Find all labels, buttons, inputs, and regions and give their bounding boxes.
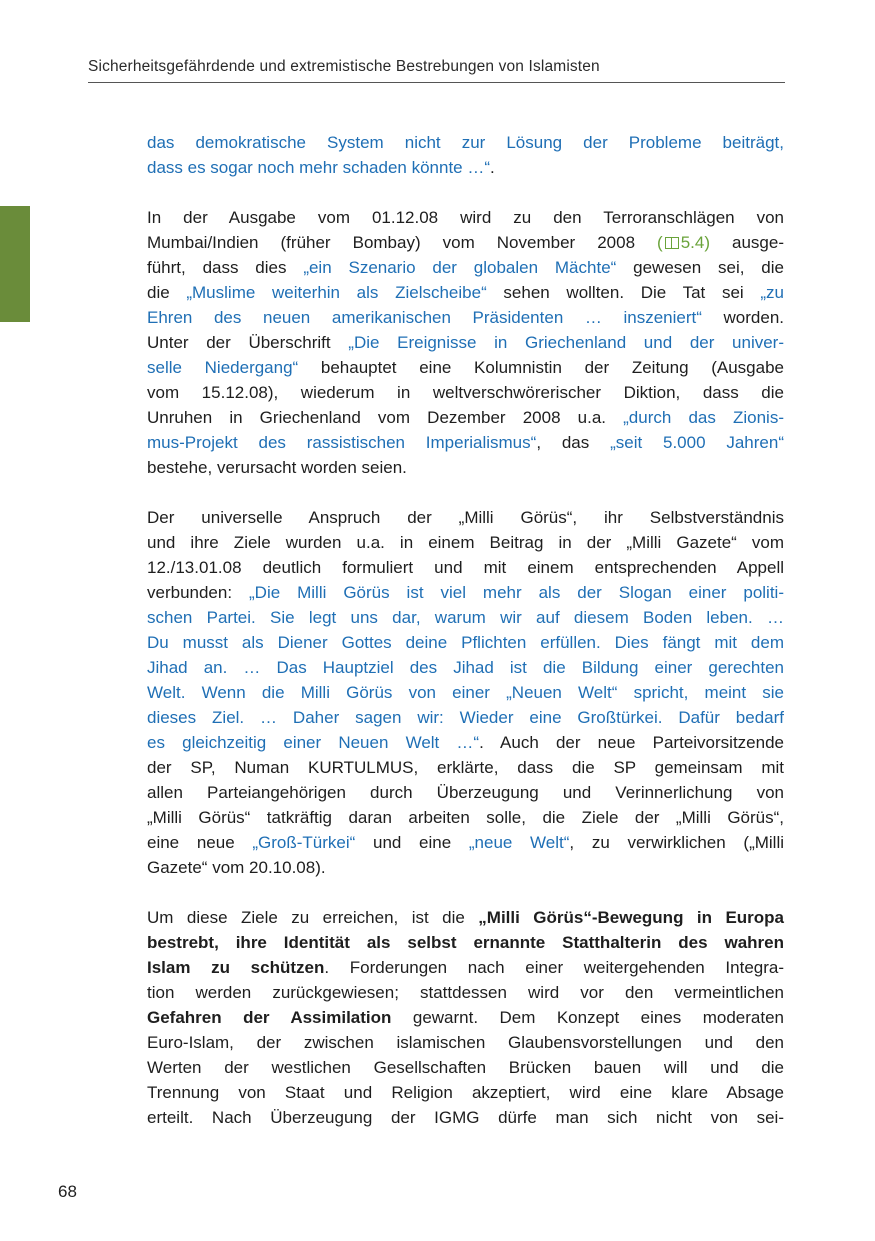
- text-run: Der universelle Anspruch der „Milli Görüs“, ihr Selbstverständnis: [147, 508, 784, 527]
- quote-text: selle Niedergang“: [147, 358, 299, 377]
- text-run: verbunden:: [147, 583, 250, 602]
- text-line: [147, 705, 784, 730]
- text-line: [147, 730, 784, 755]
- quote-text: schen Partei. Sie legt uns dar, warum wir auf diesem Boden leben. …: [147, 608, 784, 627]
- text-run: und eine: [355, 833, 469, 852]
- paragraph-3: [147, 505, 784, 880]
- page-number: 68: [58, 1182, 77, 1201]
- text-line: [147, 980, 784, 1005]
- text-run: „Milli Görüs“ tatkräftig daran arbeiten solle, die Ziele der „Milli Görüs“,: [147, 808, 784, 827]
- quote-text: „Muslime weiterhin als Zielscheibe“: [186, 283, 487, 302]
- text-line: [147, 855, 784, 880]
- cross-reference[interactable]: [657, 233, 710, 252]
- text-line: [147, 130, 784, 155]
- text-run: und ihre Ziele wurden u.a. in einem Beitrag in der „Milli Gazete“ vom: [147, 533, 784, 552]
- bold-text: „Milli Görüs“-Bewegung in Europa: [478, 908, 785, 927]
- text-line: [147, 605, 784, 630]
- text-run: worden.: [701, 308, 784, 327]
- quote-text: Welt. Wenn die Milli Görüs von einer „Neuen Welt“ spricht, meint sie: [147, 683, 784, 702]
- text-line: [147, 1030, 784, 1055]
- text-line: [147, 355, 784, 380]
- cross-reference-number: 5.4): [680, 233, 710, 252]
- quote-text: das demokratische System nicht zur Lösung der Probleme beiträgt,: [147, 133, 784, 152]
- text-run: 12./13.01.08 deutlich formuliert und mit einem entsprechenden Appell: [147, 558, 784, 577]
- text-line: [147, 755, 784, 780]
- paragraph-2: [147, 205, 784, 480]
- text-run: vom 15.12.08), wiederum in weltverschwörerischer Diktion, dass die: [147, 383, 784, 402]
- text-line: [147, 905, 784, 930]
- text-line: [147, 230, 784, 255]
- text-run: Trennung von Staat und Religion akzeptiert, wird eine klare Absage: [147, 1083, 784, 1102]
- text-line: [147, 430, 784, 455]
- chapter-side-tab: [0, 206, 30, 322]
- running-head: Sicherheitsgefährdende und extremistische Bestrebungen von Islamisten: [88, 58, 600, 75]
- text-run: tion werden zurückgewiesen; stattdessen wird vor den vermeintlichen: [147, 983, 784, 1002]
- book-icon: [665, 237, 679, 249]
- text-run: gewesen sei, die: [616, 258, 784, 277]
- text-line: [147, 1105, 784, 1130]
- text-line: [147, 930, 784, 955]
- text-run: Gazete“ vom 20.10.08).: [147, 858, 326, 877]
- quote-text: es gleichzeitig einer Neuen Welt …“: [147, 733, 480, 752]
- text-line: [147, 630, 784, 655]
- text-line: [147, 780, 784, 805]
- text-line: [147, 405, 784, 430]
- quote-text: „ein Szenario der globalen Mächte“: [303, 258, 617, 277]
- text-line: [147, 280, 784, 305]
- text-run: allen Parteiangehörigen durch Überzeugung und Verinnerlichung von: [147, 783, 784, 802]
- text-line: [147, 155, 784, 180]
- text-run: Um diese Ziele zu erreichen, ist die: [147, 908, 479, 927]
- quote-text: „Die Milli Görüs ist viel mehr als der Slogan einer politi-: [249, 583, 784, 602]
- header-rule: [88, 82, 785, 83]
- text-run: ausge-: [710, 233, 784, 252]
- text-line: [147, 1005, 784, 1030]
- text-run: erteilt. Nach Überzeugung der IGMG dürfe man sich nicht von sei-: [147, 1108, 784, 1127]
- quote-text: Du musst als Diener Gottes deine Pflichten erfüllen. Dies fängt mit dem: [147, 633, 784, 652]
- quote-text: „seit 5.000 Jahren“: [610, 433, 784, 452]
- text-line: [147, 1080, 784, 1105]
- text-line: [147, 805, 784, 830]
- cross-reference-open: (: [657, 233, 663, 252]
- text-line: [147, 205, 784, 230]
- text-run: Werten der westlichen Gesellschaften Brücken bauen will und die: [147, 1058, 784, 1077]
- text-run: . Auch der neue Parteivorsitzende: [479, 733, 784, 752]
- paragraph-1: [147, 130, 784, 180]
- text-run: führt, dass dies: [147, 258, 304, 277]
- quote-text: Ehren des neuen amerikanischen Präsidenten … inszeniert“: [147, 308, 702, 327]
- text-run: .: [490, 158, 495, 177]
- paragraph-4: [147, 905, 784, 1130]
- text-line: [147, 680, 784, 705]
- text-run: die: [147, 283, 187, 302]
- text-run: behauptet eine Kolumnistin der Zeitung (Ausgabe: [298, 358, 785, 377]
- quote-text: „durch das Zionis-: [623, 408, 784, 427]
- text-run: In der Ausgabe vom 01.12.08 wird zu den Terroranschlägen von: [147, 208, 784, 227]
- text-line: [147, 505, 784, 530]
- text-line: [147, 305, 784, 330]
- text-run: Mumbai/Indien (früher Bombay) vom November 2008: [147, 233, 658, 252]
- quote-text: „Die Ereignisse in Griechenland und der univer-: [348, 333, 784, 352]
- text-run: sehen wollten. Die Tat sei: [486, 283, 761, 302]
- quote-text: Jihad an. … Das Hauptziel des Jihad ist die Bildung einer gerechten: [147, 658, 784, 677]
- text-line: [147, 955, 784, 980]
- text-run: bestehe, verursacht worden seien.: [147, 458, 407, 477]
- text-run: , zu verwirklichen („Milli: [569, 833, 784, 852]
- text-line: [147, 655, 784, 680]
- text-line: [147, 580, 784, 605]
- text-run: Unter der Überschrift: [147, 333, 349, 352]
- text-line: [147, 380, 784, 405]
- text-line: [147, 530, 784, 555]
- bold-text: bestrebt, ihre Identität als selbst ernannte Statthalterin des wahren: [147, 933, 784, 952]
- body-text: [147, 130, 784, 1155]
- quote-text: „neue Welt“: [468, 833, 570, 852]
- text-run: gewarnt. Dem Konzept eines moderaten: [391, 1008, 784, 1027]
- text-line: [147, 255, 784, 280]
- text-line: [147, 830, 784, 855]
- text-line: [147, 1055, 784, 1080]
- quote-text: dass es sogar noch mehr schaden könnte …“: [147, 158, 491, 177]
- text-line: [147, 555, 784, 580]
- text-run: der SP, Numan KURTULMUS, erklärte, dass die SP gemeinsam mit: [147, 758, 784, 777]
- bold-text: Gefahren der Assimilation: [147, 1008, 392, 1027]
- text-run: Euro-Islam, der zwischen islamischen Glaubensvorstellungen und den: [147, 1033, 784, 1052]
- quote-text: dieses Ziel. … Daher sagen wir: Wieder eine Großtürkei. Dafür bedarf: [147, 708, 784, 727]
- text-line: [147, 455, 784, 480]
- quote-text: „Groß-Türkei“: [252, 833, 356, 852]
- quote-text: „zu: [760, 283, 784, 302]
- bold-text: Islam zu schützen: [147, 958, 325, 977]
- text-line: [147, 330, 784, 355]
- quote-text: mus-Projekt des rassistischen Imperialismus“: [147, 433, 537, 452]
- text-run: , das: [536, 433, 611, 452]
- text-run: . Forderungen nach einer weitergehenden Integra-: [324, 958, 785, 977]
- text-run: eine neue: [147, 833, 253, 852]
- text-run: Unruhen in Griechenland vom Dezember 2008 u.a.: [147, 408, 624, 427]
